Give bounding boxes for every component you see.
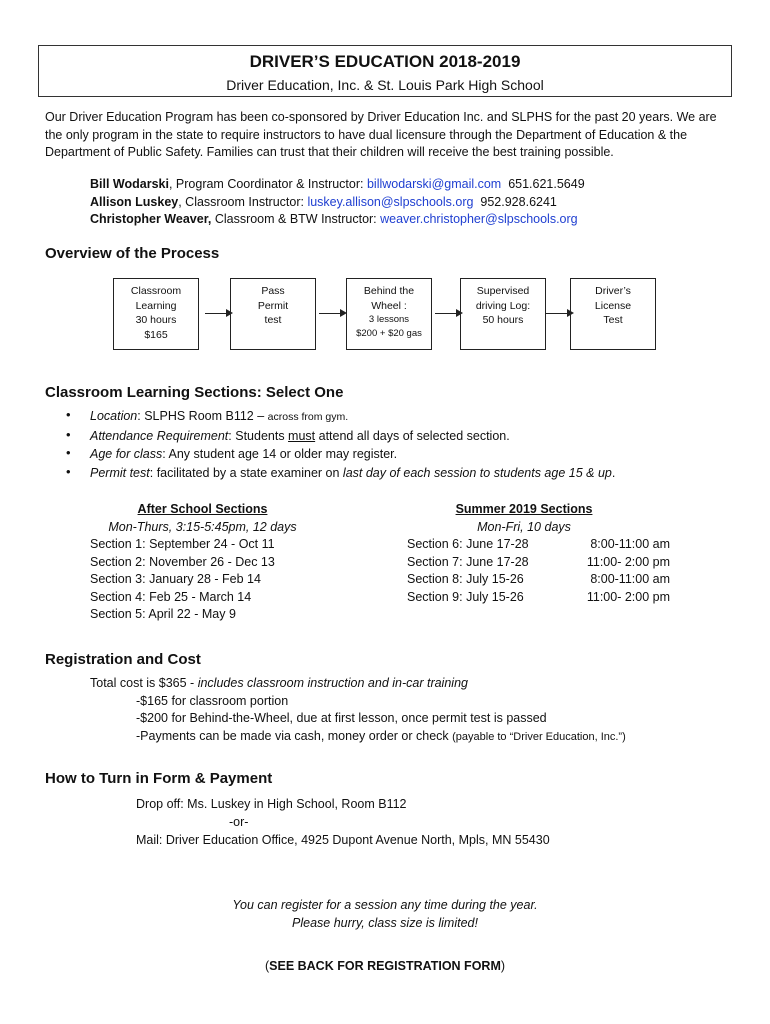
process-step-permit xyxy=(230,278,316,350)
step-line: test xyxy=(264,314,282,326)
arrow-right-icon xyxy=(205,313,231,314)
step-line: License xyxy=(594,299,632,312)
bullet-emphasis: must xyxy=(288,428,316,443)
contact-email-link[interactable]: luskey.allison@slpschools.org xyxy=(307,194,474,209)
mail-text: Mail: Driver Education Office, 4925 Dupont Avenue North, Mpls, MN 55430 xyxy=(136,833,550,847)
footer-note xyxy=(0,897,770,932)
contact-role: Classroom & BTW Instructor: xyxy=(211,212,381,226)
after-school-heading: After School Sections xyxy=(137,502,268,516)
step-line: Supervised xyxy=(476,285,530,297)
overview-heading: Overview of the Process xyxy=(45,245,220,262)
contact-phone: 952.928.6241 xyxy=(480,194,557,209)
turn-in-heading: How to Turn in Form & Payment xyxy=(45,770,273,787)
title-box xyxy=(38,45,732,97)
step-line: $165 xyxy=(144,328,168,341)
cost-item: -$165 for classroom portion xyxy=(136,693,289,708)
section-name: Section 9: July 15-26 xyxy=(407,589,524,604)
process-step-license xyxy=(570,278,656,350)
contact-name: Christopher Weaver, xyxy=(90,212,212,226)
section-time: 11:00- 2:00 pm xyxy=(586,554,670,569)
section-name: Section 6: June 17-28 xyxy=(407,537,529,551)
step-line: 30 hours xyxy=(135,314,177,326)
step-line: Permit xyxy=(257,299,289,312)
step-line: Driver’s xyxy=(595,285,631,297)
total-cost-text: Total cost is $365 - xyxy=(90,676,198,690)
section-item xyxy=(407,536,670,554)
after-school-schedule: Mon-Thurs, 3:15-5:45pm, 12 days xyxy=(108,519,297,534)
section-item: Section 5: April 22 - May 9 xyxy=(90,607,236,621)
contact-list xyxy=(90,176,730,229)
process-step-behind-wheel xyxy=(346,278,432,350)
turn-in-details xyxy=(136,795,736,849)
section-item xyxy=(407,554,670,572)
bullet-note: across from gym. xyxy=(267,411,349,423)
footer-line: You can register for a session any time during the year. xyxy=(232,898,538,912)
total-cost-note: includes classroom instruction and in-car training xyxy=(197,676,468,690)
bullet-text: . xyxy=(611,465,616,480)
paren: ( xyxy=(264,959,270,973)
section-item xyxy=(407,589,670,607)
section-item xyxy=(407,571,670,589)
section-name: Section 7: June 17-28 xyxy=(407,554,529,569)
step-line: Classroom xyxy=(130,285,182,297)
step-line: Learning xyxy=(135,299,177,312)
arrow-right-icon xyxy=(546,313,572,314)
section-item: Section 4: Feb 25 - March 14 xyxy=(90,589,252,604)
bullet-permit xyxy=(66,464,746,483)
step-line: 50 hours xyxy=(482,314,524,326)
contact-email-link[interactable]: billwodarski@gmail.com xyxy=(366,177,502,191)
contact-phone: 651.621.5649 xyxy=(508,177,585,191)
intro-paragraph: Our Driver Education Program has been co-sponsored by Driver Education Inc. and SLPHS for the past 20 years. We are the only program in the state to require instructors to have dual licensure through the Department of Education & the Department of Public Safety. Families can trust that their children will receive the best training possible. xyxy=(45,110,717,159)
bullet-text: : Students xyxy=(228,428,289,443)
step-line: Test xyxy=(603,314,623,326)
bullet-text: : Any student age 14 or older may register. xyxy=(162,447,398,461)
footer-line: Please hurry, class size is limited! xyxy=(292,915,478,930)
summer-schedule: Mon-Fri, 10 days xyxy=(477,519,571,534)
contact-name: Bill Wodarski xyxy=(90,177,169,191)
payment-note: (payable to “Driver Education, Inc.”) xyxy=(452,730,626,743)
section-item: Section 2: November 26 - Dec 13 xyxy=(90,554,275,569)
process-step-classroom xyxy=(113,278,199,350)
back-notice-text: SEE BACK FOR REGISTRATION FORM xyxy=(269,959,501,973)
payment-info xyxy=(90,728,730,747)
or-text: -or- xyxy=(229,815,249,829)
step-line: $200 + $20 gas xyxy=(356,327,422,339)
contact-name: Allison Luskey xyxy=(90,194,179,209)
section-name: Section 8: July 15-26 xyxy=(407,572,524,586)
bullet-attendance xyxy=(66,427,746,446)
contact-row xyxy=(90,194,730,212)
summer-sections xyxy=(407,501,670,606)
payment-text: -Payments can be made via cash, money order or check xyxy=(136,728,453,743)
contact-row xyxy=(90,211,730,229)
cost-item: -$200 for Behind-the-Wheel, due at first lesson, once permit test is passed xyxy=(136,711,547,725)
contact-role: , Classroom Instructor: xyxy=(178,194,308,209)
paren: ) xyxy=(500,959,506,973)
arrow-right-icon xyxy=(319,313,345,314)
section-time: 11:00- 2:00 pm xyxy=(586,589,670,604)
dropoff-text: Drop off: Ms. Luskey in High School, Room B112 xyxy=(136,797,407,811)
contact-email-link[interactable]: weaver.christopher@slpschools.org xyxy=(380,212,578,226)
section-item: Section 3: January 28 - Feb 14 xyxy=(90,572,261,586)
bullet-location xyxy=(66,407,746,427)
registration-details xyxy=(90,675,730,746)
section-item: Section 1: September 24 - Oct 11 xyxy=(90,537,275,551)
bullet-text: : facilitated by a state examiner on xyxy=(149,465,343,480)
step-line: driving Log: xyxy=(475,299,531,312)
classroom-bullet-list xyxy=(66,407,746,482)
total-cost xyxy=(90,675,730,693)
bullet-text: attend all days of selected section. xyxy=(315,428,510,443)
contact-role: , Program Coordinator & Instructor: xyxy=(168,177,367,191)
process-step-supervised xyxy=(460,278,546,350)
step-line: Pass xyxy=(261,285,285,297)
bullet-text: : SLPHS Room B112 – xyxy=(137,409,268,423)
document-subtitle: Driver Education, Inc. & St. Louis Park High School xyxy=(226,77,544,93)
back-notice xyxy=(0,958,770,976)
registration-heading: Registration and Cost xyxy=(45,651,201,668)
bullet-label: Attendance Requirement xyxy=(90,428,229,443)
bullet-label: Age for class xyxy=(90,447,163,461)
classroom-heading: Classroom Learning Sections: Select One xyxy=(45,384,344,401)
section-time: 8:00-11:00 am xyxy=(590,537,670,551)
document-title: DRIVER’S EDUCATION 2018-2019 xyxy=(249,52,521,71)
section-time: 8:00-11:00 am xyxy=(590,572,670,586)
step-line: Behind the xyxy=(363,285,415,297)
bullet-label: Permit test xyxy=(90,465,150,480)
after-school-sections xyxy=(90,501,315,624)
bullet-label: Location xyxy=(90,409,138,423)
bullet-age xyxy=(66,445,746,464)
summer-heading: Summer 2019 Sections xyxy=(455,502,593,516)
arrow-right-icon xyxy=(435,313,461,314)
step-line: Wheel : xyxy=(371,299,407,312)
contact-row xyxy=(90,176,730,194)
step-line: 3 lessons xyxy=(368,314,410,325)
bullet-emphasis: last day of each session to students age 15 & up xyxy=(342,465,612,480)
